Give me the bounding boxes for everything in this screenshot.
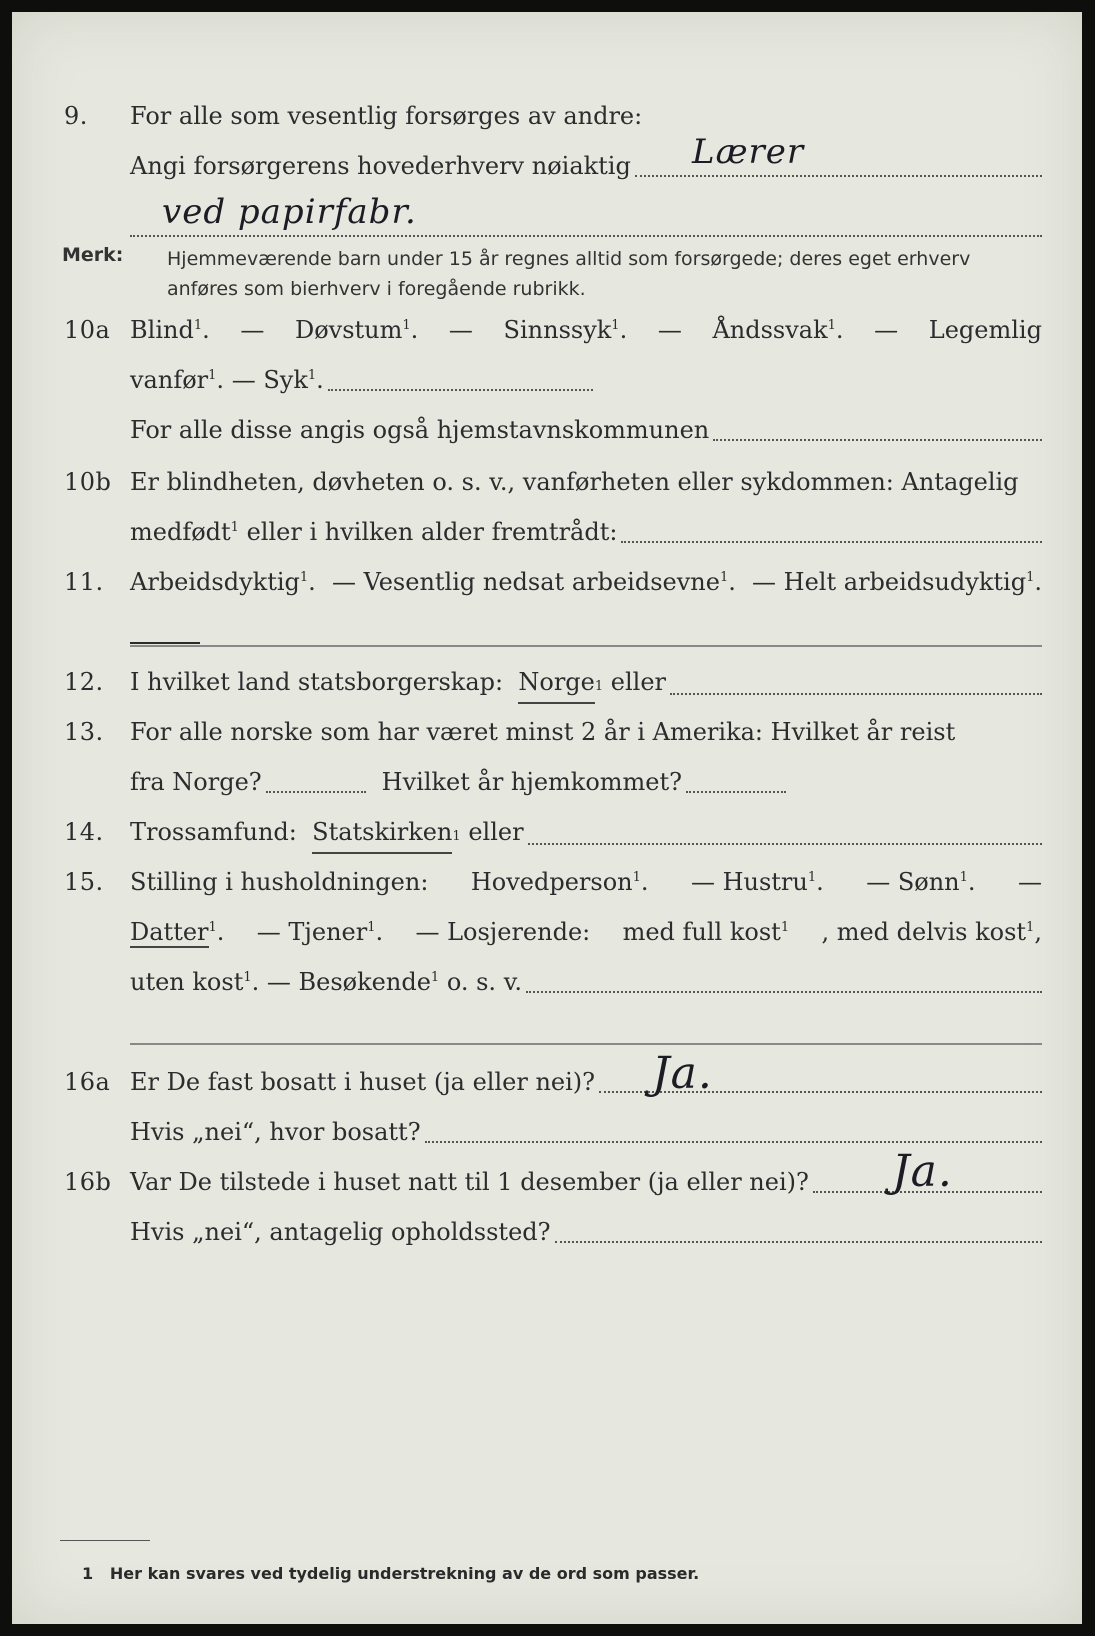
footnote-mark: 1 [82, 1564, 94, 1583]
q9-number: 9. [64, 102, 88, 130]
q15-row-3 [12, 962, 1082, 1002]
q13-line-1: For alle norske som har været minst 2 år i Amerika: Hvilket år reist [130, 718, 956, 746]
q11-option-nedsat[interactable]: — Vesentlig nedsat arbeidsevne$^1$. [331, 568, 736, 596]
q15-osv: o. s. v. [446, 968, 523, 996]
q15-option-hovedperson[interactable]: Hovedperson$^1$. [470, 868, 649, 896]
q10a-row-3 [12, 410, 1082, 450]
q10a-row-2 [12, 360, 1082, 400]
q10a-line-3: For alle disse angis også hjemstavnskommunen [130, 416, 710, 444]
q14-row: 14. Trossamfund: Statskirken 1 eller [12, 812, 1082, 852]
q16b-line-2: Hvis „nei“, antagelig opholdssted? [130, 1218, 551, 1246]
census-form-page [12, 12, 1082, 1624]
q15-option-uten-kost[interactable]: uten kost$^1$. [130, 968, 267, 996]
q9-row-2 [12, 146, 1082, 186]
q10b-number: 10b [64, 468, 112, 496]
dash: — [240, 316, 265, 344]
merk-line-1: Hjemmeværende barn under 15 år regnes alltid som forsørgede; deres eget erhverv [167, 248, 971, 270]
q9-handwritten-answer-2: ved papirfabr. [162, 192, 417, 232]
q16b-row-2 [12, 1212, 1082, 1252]
q11-number: 11. [64, 568, 104, 596]
dash: — [448, 316, 473, 344]
q9-answer-line-1[interactable] [635, 174, 1042, 177]
q10a-option-syk[interactable]: — Syk$^1$. [231, 366, 324, 394]
q15-losjerende-label: — Losjerende: [415, 918, 591, 946]
merk-label: Merk: [62, 244, 124, 266]
q9-answer-line-2[interactable] [130, 234, 1042, 237]
q10b-row-1 [12, 462, 1082, 502]
q10b-option-medfodt[interactable]: medfødt$^1$ [130, 518, 239, 546]
footnote-rule [60, 1540, 150, 1541]
q12-eller: eller [610, 668, 667, 696]
q11-option-arbeidsdyktig[interactable]: Arbeidsdyktig$^1$. [130, 568, 316, 596]
q12-question: I hvilket land statsborgerskap: [130, 668, 504, 696]
q10b-line-1: Er blindheten, døvheten o. s. v., vanførheten eller sykdommen: Antagelig [130, 468, 1019, 496]
q15-number: 15. [64, 868, 104, 896]
q11-row [12, 562, 1082, 602]
q9-handwritten-answer-1: Lærer [692, 132, 805, 172]
q13-number: 13. [64, 718, 104, 746]
q15-answer-line[interactable] [526, 990, 1042, 993]
q10b-line-2: eller i hvilken alder fremtrådt: [246, 518, 618, 546]
q14-answer-line[interactable] [528, 842, 1042, 845]
q12-row: 12. I hvilket land statsborgerskap: Norge 1 eller [12, 662, 1082, 702]
q10a-number: 10a [64, 316, 111, 344]
q10a-hjemstavn-answer-line[interactable] [713, 438, 1042, 441]
q14-number: 14. [64, 818, 104, 846]
q15-option-full-kost[interactable]: med full kost$^1$ [622, 918, 790, 946]
dash: — [1017, 868, 1042, 896]
q9-line-1: For alle som vesentlig forsørges av andre: [130, 102, 643, 130]
q15-option-sonn[interactable]: — Sønn$^1$. [866, 868, 976, 896]
q11-answer-line[interactable] [130, 644, 1042, 647]
q10a-syk-answer-line[interactable] [328, 388, 593, 391]
q10a-option-andssvak[interactable]: Åndssvak$^1$. [712, 316, 844, 344]
q13-row-2 [12, 762, 1082, 802]
q10a-row-1 [12, 310, 1082, 350]
dash: — [874, 316, 899, 344]
q16b-opholdssted-answer-line[interactable] [555, 1240, 1042, 1243]
q16a-handwritten-answer: Ja. [652, 1048, 713, 1099]
dash: — [657, 316, 682, 344]
q15-question: Stilling i husholdningen: [130, 868, 429, 896]
q15-option-besokende[interactable]: — Besøkende$^1$ [266, 968, 440, 996]
q13-hjemkommet-answer-line[interactable] [686, 790, 786, 793]
q13-reist-answer-line[interactable] [266, 790, 366, 793]
q11-pen-stroke [130, 642, 200, 644]
q10a-option-dovstum[interactable]: Døvstum$^1$. [294, 316, 419, 344]
merk-line-2: anføres som bierhverv i foregående rubrikk. [167, 278, 586, 300]
q10a-option-sinnssyk[interactable]: Sinnssyk$^1$. [503, 316, 628, 344]
q13-reist-label: fra Norge? [130, 768, 262, 796]
q16a-line-2: Hvis „nei“, hvor bosatt? [130, 1118, 421, 1146]
q12-option-norge[interactable]: Norge [518, 662, 595, 704]
q16b-number: 16b [64, 1168, 112, 1196]
q15-extra-line[interactable] [130, 1042, 1042, 1045]
q13-row-1 [12, 712, 1082, 752]
q15-option-delvis-kost[interactable]: , med delvis kost$^1$, [821, 918, 1042, 946]
q11-option-udyktig[interactable]: — Helt arbeidsudyktig$^1$. [752, 568, 1042, 596]
q15-option-hustru[interactable]: — Hustru$^1$. [690, 868, 824, 896]
q9-line-2: Angi forsørgerens hovederhverv nøiaktig [130, 152, 631, 180]
q16a-bosatt-answer-line[interactable] [425, 1140, 1042, 1143]
q14-option-statskirken[interactable]: Statskirken [312, 812, 452, 854]
q14-question: Trossamfund: [130, 818, 297, 846]
q15-option-datter[interactable]: Datter$^1$. [130, 918, 225, 946]
q16b-question: Var De tilstede i huset natt til 1 desember (ja eller nei)? [130, 1168, 809, 1196]
q16a-question: Er De fast bosatt i huset (ja eller nei)? [130, 1068, 596, 1096]
footnote-text: Her kan svares ved tydelig understrekning av de ord som passer. [109, 1564, 700, 1583]
q16a-row-1 [12, 1062, 1082, 1102]
q9-row-1 [12, 96, 1082, 136]
q12-answer-line[interactable] [670, 692, 1042, 695]
q10a-option-vanfor[interactable]: vanfør$^1$. [130, 366, 232, 394]
q13-hjemkommet-label: Hvilket år hjemkommet? [381, 768, 683, 796]
q10b-row-2 [12, 512, 1082, 552]
footnote [82, 1564, 699, 1583]
q16a-number: 16a [64, 1068, 111, 1096]
q12-number: 12. [64, 668, 104, 696]
q15-option-tjener[interactable]: — Tjener$^1$. [256, 918, 384, 946]
q14-eller: eller [468, 818, 524, 846]
q15-row-1 [12, 862, 1082, 902]
q10a-option-legemlig[interactable]: Legemlig [928, 316, 1042, 344]
q10a-option-blind[interactable]: Blind$^1$. [130, 316, 210, 344]
q15-row-2 [12, 912, 1082, 952]
q16b-handwritten-answer: Ja. [892, 1146, 953, 1197]
q10b-answer-line[interactable] [621, 540, 1042, 543]
